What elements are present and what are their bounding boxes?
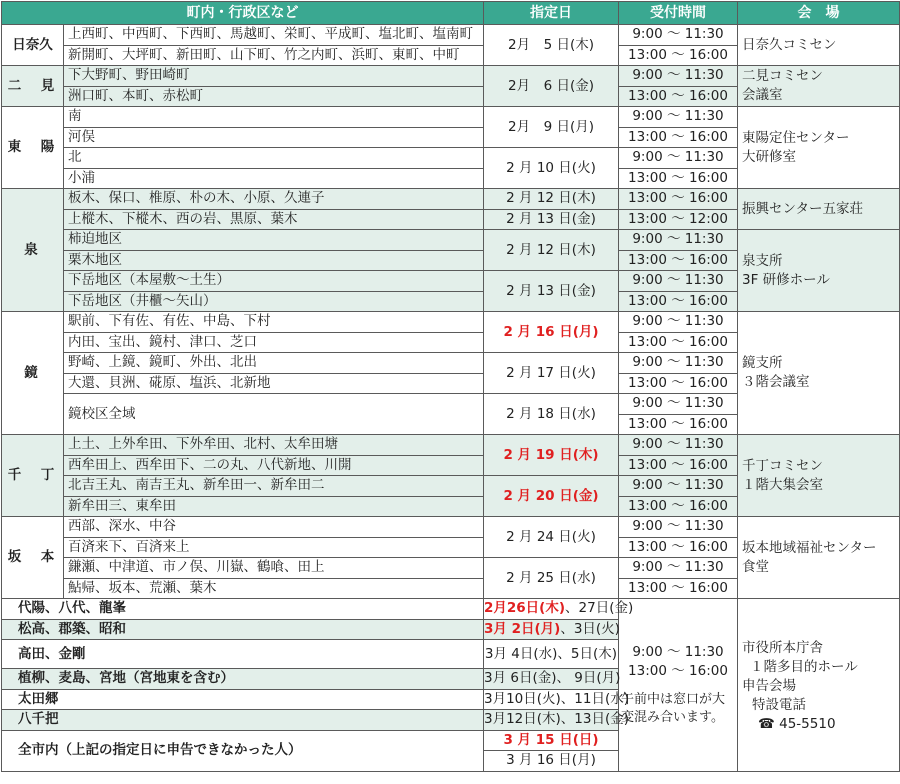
district-sakamoto: 坂 本 xyxy=(2,517,64,599)
time-cell: 13:00 ～ 16:00 xyxy=(619,373,738,394)
town-row: 鮎帰、坂本、荒瀬、葉木 xyxy=(64,578,484,599)
time-cell: 13:00 ～ 16:00 xyxy=(619,86,738,107)
time-cell: 13:00 ～ 16:00 xyxy=(619,537,738,558)
date-cell: 2 月 19 日(木) xyxy=(484,435,619,476)
town-row: 鎌瀬、中津道、市ノ俣、川嶽、鶴喰、田上 xyxy=(64,558,484,579)
header-time: 受付時間 xyxy=(619,2,738,25)
district-sencho: 千 丁 xyxy=(2,435,64,517)
town-row: 内田、宝出、鏡村、津口、芝口 xyxy=(64,332,484,353)
venue-cell: 日奈久コミセン xyxy=(738,25,900,66)
date-cell: 3月12日(木)、13日(金) xyxy=(484,710,619,731)
town-row: 下岳地区（本屋敷～土生） xyxy=(64,271,484,292)
town-row: 南 xyxy=(64,107,484,128)
time-cell: 9:00 ～ 11:30 xyxy=(619,66,738,87)
time-cell: 13:00 ～ 16:00 xyxy=(619,578,738,599)
town-row: 上樅木、下樅木、西の岩、黒原、葉木 xyxy=(64,209,484,230)
phone-icon: ☎ xyxy=(758,716,775,732)
time-cell: 13:00 ～ 16:00 xyxy=(619,414,738,435)
town-row: 下岳地区（井櫃～矢山） xyxy=(64,291,484,312)
time-cell: 9:00 ～ 11:30 xyxy=(619,435,738,456)
header-row xyxy=(2,2,900,25)
city-area: 植柳、麦島、宮地（宮地東を含む） xyxy=(2,669,484,690)
district-kagami: 鏡 xyxy=(2,312,64,435)
town-row: 柿迫地区 xyxy=(64,230,484,251)
town-row: 西牟田上、西牟田下、二の丸、八代新地、川開 xyxy=(64,455,484,476)
town-row: 板木、保口、椎原、朴の木、小原、久連子 xyxy=(64,189,484,210)
date-cell: 3 月 16 日(月) xyxy=(484,751,619,772)
city-area: 高田、金剛 xyxy=(2,640,484,669)
time-cell: 9:00 ～ 11:30 xyxy=(619,517,738,538)
town-row: 新開町、大坪町、新田町、山下町、竹之内町、浜町、東町、中町 xyxy=(64,45,484,66)
city-area: 松高、郡築、昭和 xyxy=(2,619,484,640)
time-cell: 9:00 ～ 11:30 xyxy=(619,25,738,46)
date-cell: 2 月 12 日(木) xyxy=(484,230,619,271)
venue-cell: 振興センター五家荘 xyxy=(738,189,900,230)
town-row: 洲口町、本町、赤松町 xyxy=(64,86,484,107)
town-row: 上土、上外牟田、下外牟田、北村、太牟田塘 xyxy=(64,435,484,456)
note-text: 午前中は窓口が大変混み合います。 xyxy=(621,691,726,725)
date-cell: 3 月 15 日(日) xyxy=(484,730,619,751)
date-cell: 2月 9 日(月) xyxy=(484,107,619,148)
town-row: 百済来下、百済来上 xyxy=(64,537,484,558)
town-row: 鏡校区全域 xyxy=(64,394,484,435)
city-venue-cell: 市役所本庁舎 １階多目的ホール 申告会場 特設電話 ☎ 45-5510 xyxy=(738,599,900,772)
town-row: 新牟田三、東牟田 xyxy=(64,496,484,517)
town-row: 上西町、中西町、下西町、馬越町、栄町、平成町、塩北町、塩南町 xyxy=(64,25,484,46)
time-cell: 9:00 ～ 11:30 xyxy=(619,476,738,497)
district-toyo: 東 陽 xyxy=(2,107,64,189)
date-cell: 2 月 13 日(金) xyxy=(484,271,619,312)
town-row: 野崎、上鏡、鏡町、外出、北出 xyxy=(64,353,484,374)
town-row: 小浦 xyxy=(64,168,484,189)
district-izumi: 泉 xyxy=(2,189,64,312)
date-cell: 3月 2日(月)、3日(火) xyxy=(484,619,619,640)
venue-cell: 坂本地域福祉センター 食堂 xyxy=(738,517,900,599)
venue-cell: 東陽定住センター 大研修室 xyxy=(738,107,900,189)
town-row: 河俣 xyxy=(64,127,484,148)
header-date: 指定日 xyxy=(484,2,619,25)
date-cell: 3月 4日(水)、5日(木) xyxy=(484,640,619,669)
time-cell: 13:00 ～ 16:00 xyxy=(619,45,738,66)
time-cell: 9:00 ～ 11:30 xyxy=(619,230,738,251)
time-cell: 13:00 ～ 16:00 xyxy=(619,496,738,517)
time-cell: 13:00 ～ 16:00 xyxy=(619,168,738,189)
header-venue: 会 場 xyxy=(738,2,900,25)
time-cell: 9:00 ～ 11:30 xyxy=(619,394,738,415)
time-cell: 9:00 ～ 11:30 xyxy=(619,312,738,333)
date-cell: 2 月 10 日(火) xyxy=(484,148,619,189)
town-row: 大還、貝洲、硴原、塩浜、北新地 xyxy=(64,373,484,394)
time-cell: 13:00 ～ 16:00 xyxy=(619,250,738,271)
time-cell: 13:00 ～ 16:00 xyxy=(619,291,738,312)
city-area: 代陽、八代、龍峯 xyxy=(2,599,484,620)
time-cell: 9:00 ～ 11:30 xyxy=(619,271,738,292)
town-row: 西部、深水、中谷 xyxy=(64,517,484,538)
date-cell: 2 月 25 日(水) xyxy=(484,558,619,599)
header-area: 町内・行政区など xyxy=(2,2,484,25)
city-area: 八千把 xyxy=(2,710,484,731)
city-time-cell: 9:00 ～ 11:30 13:00 ～ 16:00 午前中は窓口が大変混み合います。 xyxy=(619,599,738,772)
date-cell: 2 月 24 日(火) xyxy=(484,517,619,558)
date-cell: 3月 6日(金)、 9日(月) xyxy=(484,669,619,690)
venue-cell: 鏡支所 ３階会議室 xyxy=(738,312,900,435)
city-area: 太田郷 xyxy=(2,689,484,710)
time-cell: 9:00 ～ 11:30 xyxy=(619,353,738,374)
date-cell: 2 月 13 日(金) xyxy=(484,209,619,230)
time-cell: 13:00 ～ 16:00 xyxy=(619,189,738,210)
district-hinaku: 日奈久 xyxy=(2,25,64,66)
date-cell: 2 月 12 日(木) xyxy=(484,189,619,210)
venue-cell: 泉支所 3F 研修ホール xyxy=(738,230,900,312)
date-cell: 2 月 20 日(金) xyxy=(484,476,619,517)
time-cell: 13:00 ～ 12:00 xyxy=(619,209,738,230)
time-cell: 13:00 ～ 16:00 xyxy=(619,127,738,148)
date-cell: 2 月 16 日(月) xyxy=(484,312,619,353)
time-cell: 9:00 ～ 11:30 xyxy=(619,107,738,128)
date-cell: 2 月 17 日(火) xyxy=(484,353,619,394)
time-cell: 9:00 ～ 11:30 xyxy=(619,148,738,169)
schedule-table xyxy=(1,1,900,772)
venue-cell: 千丁コミセン １階大集会室 xyxy=(738,435,900,517)
date-cell: 2月 5 日(木) xyxy=(484,25,619,66)
time-cell: 13:00 ～ 16:00 xyxy=(619,332,738,353)
district-futami: 二 見 xyxy=(2,66,64,107)
town-row: 下大野町、野田崎町 xyxy=(64,66,484,87)
date-cell: 2月 6 日(金) xyxy=(484,66,619,107)
date-cell: 2月26日(木)、27日(金) xyxy=(484,599,619,620)
date-cell: 3月10日(火)、11日(水) xyxy=(484,689,619,710)
city-area-all: 全市内（上記の指定日に申告できなかった人） xyxy=(2,730,484,771)
town-row: 栗木地区 xyxy=(64,250,484,271)
venue-cell: 二見コミセン 会議室 xyxy=(738,66,900,107)
town-row: 駅前、下有佐、有佐、中島、下村 xyxy=(64,312,484,333)
town-row: 北 xyxy=(64,148,484,169)
time-cell: 9:00 ～ 11:30 xyxy=(619,558,738,579)
town-row: 北吉王丸、南吉王丸、新牟田一、新牟田二 xyxy=(64,476,484,497)
date-cell: 2 月 18 日(水) xyxy=(484,394,619,435)
time-cell: 13:00 ～ 16:00 xyxy=(619,455,738,476)
